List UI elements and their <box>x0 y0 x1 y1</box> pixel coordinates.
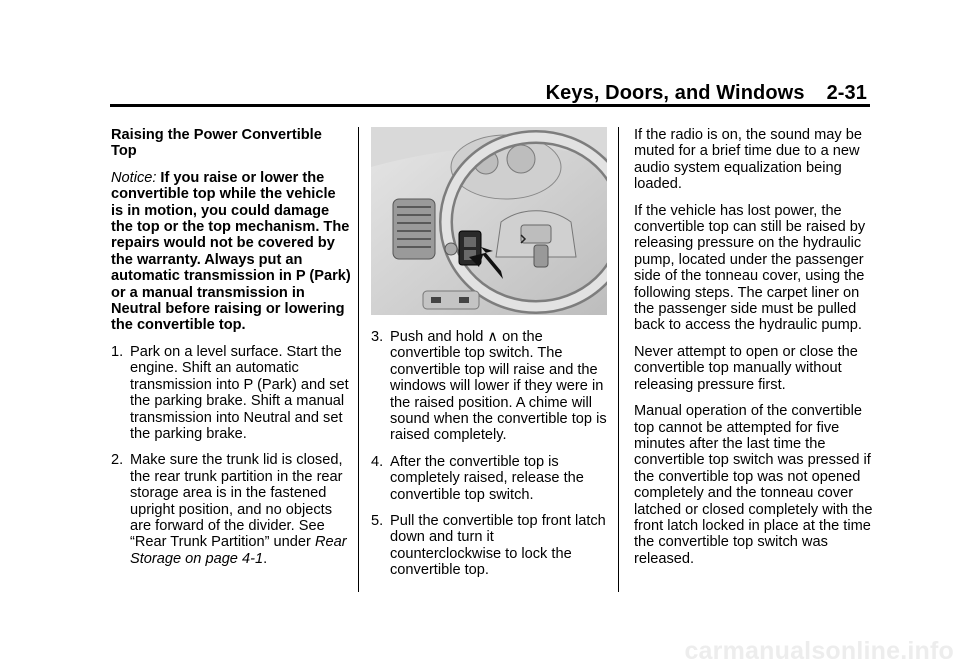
step-tail: . <box>263 550 268 567</box>
dashboard-illustration <box>371 127 607 315</box>
notice-text: If you raise or lower the convertible top while the vehicle is in motion, you could damage the top or the top mechanism. The repairs would not be covered by the warranty. Always put an automatic transmission in P (Park) or a manual transmission in Neutral before raising or lowering the convertible top. <box>111 169 351 334</box>
step-text: After the convertible top is completely raised, release the convertible top switch. <box>390 453 584 503</box>
paragraph-lost-power: If the vehicle has lost power, the convertible top can still be raised by releasing pressure on the hydraulic pump, located under the passenger side of the tonneau cover, using the following steps. The carpet liner on the passenger side must be pulled back to access the hydraulic pump. <box>634 202 866 334</box>
step-5 <box>371 513 607 579</box>
up-arrow-icon: ∧ <box>487 329 499 345</box>
step-text-before: Push and hold <box>390 329 484 345</box>
step-number: 5. <box>371 513 384 530</box>
column-divider-1 <box>358 127 359 592</box>
page-header <box>0 0 960 110</box>
column-1 <box>111 127 351 577</box>
step-2 <box>111 452 351 567</box>
step-1 <box>111 344 351 442</box>
notice-label: Notice: <box>111 169 157 186</box>
column-2 <box>371 127 607 589</box>
step-text: Make sure the trunk lid is closed, the rear trunk partition in the rear storage area is in the fastened upright position, and no objects are forward of the divider. See “Rear Trunk Partition” under <box>130 452 343 551</box>
section-title: Keys, Doors, and Windows <box>545 82 805 104</box>
step-number: 3. <box>371 329 384 345</box>
step-number: 4. <box>371 453 384 470</box>
header-rule <box>110 104 870 107</box>
steps-list-2 <box>371 329 607 579</box>
paragraph-radio-muted: If the radio is on, the sound may be muted for a brief time due to a new audio system equalization being loaded. <box>634 127 862 193</box>
convertible-top-switch-illustration <box>371 127 607 315</box>
column-3 <box>634 127 874 577</box>
step-number: 2. <box>111 452 124 469</box>
step-text: Pull the convertible top front latch down and turn it counterclockwise to lock the convertible top. <box>390 513 606 579</box>
step-number: 1. <box>111 343 124 360</box>
step-text-after: on the convertible top switch. The convertible top will raise and the windows will lower if they were in the raised position. A chime will sound when the convertible top is raised completely. <box>390 329 607 444</box>
section-heading: Raising the Power Convertible Top <box>111 127 322 160</box>
page-number: 2-31 <box>826 82 867 104</box>
steps-list-1 <box>111 344 351 567</box>
step-4 <box>371 454 607 503</box>
cross-reference-link[interactable]: Rear Storage on page 4-1 <box>130 534 347 567</box>
notice-block <box>111 170 351 334</box>
paragraph-manual-operation: Manual operation of the convertible top cannot be attempted for five minutes after the last time the convertible top switch was pressed if the convertible top was not opened completely and the tonneau cover latched or closed completely with the front latch locked in place at the time the convertible top switch was released. <box>634 403 873 567</box>
running-header <box>546 82 867 105</box>
column-divider-2 <box>618 127 619 592</box>
step-3 <box>371 329 607 444</box>
paragraph-never-attempt: Never attempt to open or close the convertible top manually without releasing pressure first. <box>634 343 858 393</box>
step-text: Park on a level surface. Start the engine. Shift an automatic transmission into P (Park) and set the parking brake. Shift a manual transmission into Neutral and set the parking brake. <box>130 343 349 442</box>
watermark: carmanualsonline.info <box>684 637 954 665</box>
